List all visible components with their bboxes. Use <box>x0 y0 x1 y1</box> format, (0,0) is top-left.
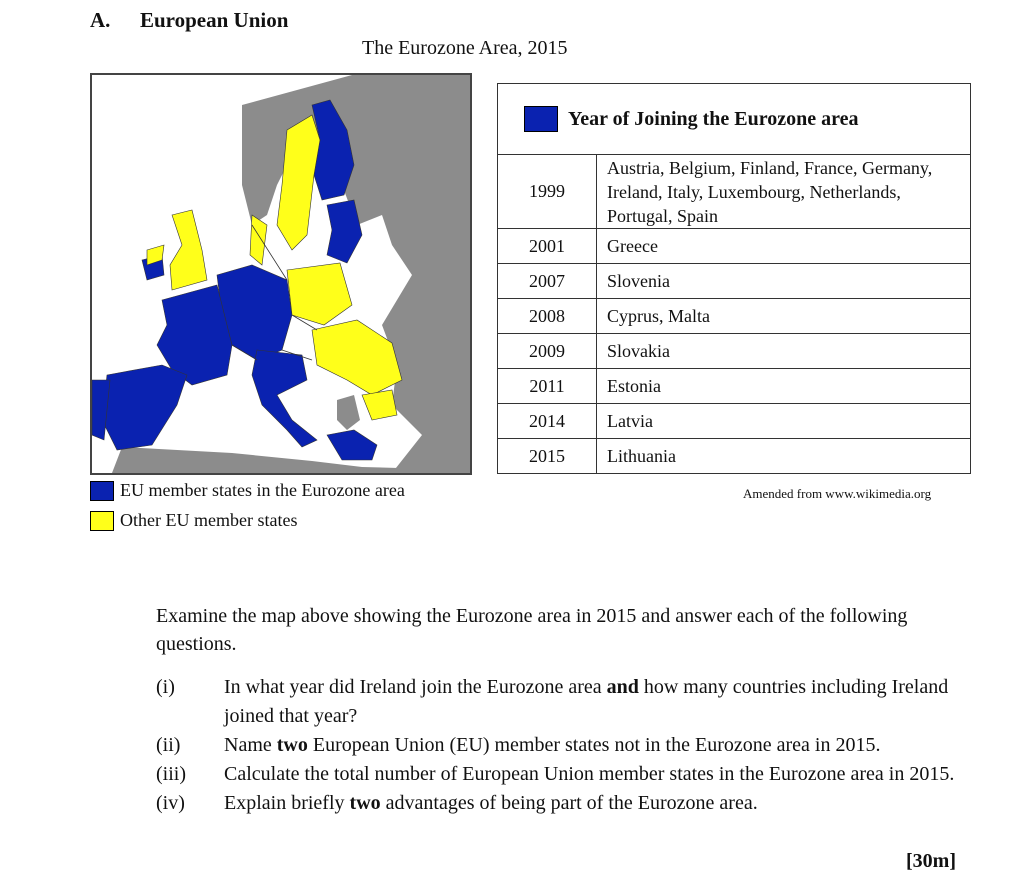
question-intro: Examine the map above showing the Eurozone area in 2015 and answer each of the following questions. <box>156 605 908 655</box>
row-countries: Cyprus, Malta <box>597 299 971 334</box>
source-credit: Amended from www.wikimedia.org <box>743 486 932 501</box>
year-of-joining-table <box>497 83 971 474</box>
row-countries: Slovenia <box>597 264 971 299</box>
table-row <box>498 439 971 474</box>
row-countries: Latvia <box>597 404 971 439</box>
question-item <box>156 731 976 760</box>
question-number: (i) <box>156 676 175 698</box>
map-title: The Eurozone Area, 2015 <box>362 37 568 59</box>
legend-item-eurozone <box>90 480 405 501</box>
row-countries: Estonia <box>597 369 971 404</box>
table-row <box>498 264 971 299</box>
section-title: European Union <box>140 8 289 32</box>
table-row <box>498 299 971 334</box>
marks-total: [30m] <box>906 850 956 872</box>
row-countries: Austria, Belgium, Finland, France, Germany, Ireland, Italy, Luxembourg, Netherlands, Portugal, Spain <box>597 155 971 229</box>
row-year: 2009 <box>498 334 597 369</box>
question-text: In what year did Ireland join the Eurozone area and how many countries including Ireland joined that year? <box>224 676 949 727</box>
question-text: Name two European Union (EU) member states not in the Eurozone area in 2015. <box>224 734 881 756</box>
question-number: (iv) <box>156 792 185 814</box>
table-header <box>498 84 971 155</box>
row-year: 2011 <box>498 369 597 404</box>
row-year: 2007 <box>498 264 597 299</box>
table-header-title: Year of Joining the Eurozone area <box>568 107 859 130</box>
row-year: 2014 <box>498 404 597 439</box>
legend-swatch-eurozone <box>90 481 114 501</box>
table-row <box>498 334 971 369</box>
section-heading <box>90 8 288 33</box>
question-list <box>156 673 976 818</box>
map-drawing <box>92 75 470 473</box>
row-countries: Slovakia <box>597 334 971 369</box>
question-number: (iii) <box>156 763 186 785</box>
row-countries: Greece <box>597 229 971 264</box>
section-number: A. <box>90 8 111 32</box>
legend-item-other-eu <box>90 510 297 531</box>
question-number: (ii) <box>156 734 181 756</box>
row-year: 2001 <box>498 229 597 264</box>
table-row <box>498 229 971 264</box>
question-text: Calculate the total number of European Union member states in the Eurozone area in 2015. <box>224 763 955 785</box>
table-row <box>498 369 971 404</box>
row-year: 2008 <box>498 299 597 334</box>
legend-label-other-eu: Other EU member states <box>120 510 298 530</box>
table-row <box>498 404 971 439</box>
question-item <box>156 789 976 818</box>
table-row <box>498 155 971 229</box>
eurozone-map <box>90 73 472 475</box>
question-item <box>156 760 976 789</box>
row-year: 2015 <box>498 439 597 474</box>
question-text: Explain briefly two advantages of being part of the Eurozone area. <box>224 792 758 814</box>
row-countries: Lithuania <box>597 439 971 474</box>
legend-swatch-other-eu <box>90 511 114 531</box>
table-header-swatch <box>524 106 558 132</box>
row-year: 1999 <box>498 155 597 229</box>
question-item <box>156 673 976 731</box>
legend-label-eurozone: EU member states in the Eurozone area <box>120 480 405 500</box>
